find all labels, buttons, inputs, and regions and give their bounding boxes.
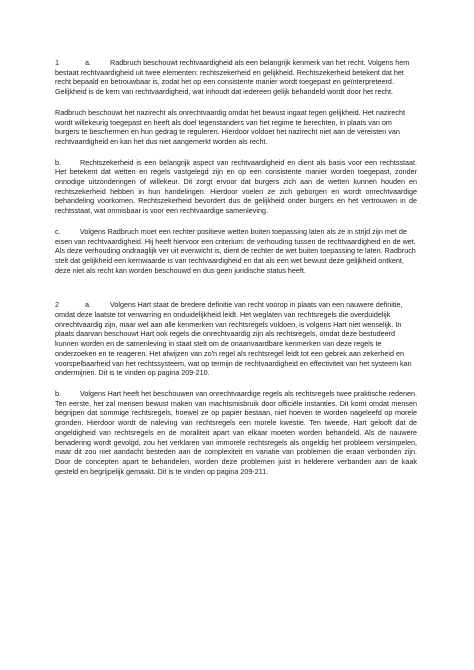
section-number: 1 bbox=[55, 58, 59, 67]
paragraph-text: Rechtszekerheid is een belangrijk aspect van rechtvaardigheid en dient als basis voor een rechtsstaat. Het betekent dat wetten en regels vastgelegd zijn en op een consistente manier worden toegepast, zonder onnodige uitzonderingen of willekeur. Dit zorgt ervoor dat burgers zich aan de wetten kunnen houden en rechtszekerheid hebben in hun handelingen. Hierdoor voelen ze zich geborgen en wordt onrechtvaardige behandeling voorkomen. Rechtszekerheid bevordert dus de gelijkheid onder burgers en het vertrouwen in de rechtsstaat, wat onmisbaar is voor een rechtvaardige samenleving. bbox=[55, 157, 417, 216]
paragraph-label: a. bbox=[85, 300, 91, 310]
paragraph-label: b. bbox=[55, 157, 61, 167]
paragraph-text: Radbruch beschouwt rechtvaardigheid als een belangrijk kenmerk van het recht. Volgens hem bestaat rechtvaardigheid uit twee elementen: rechtszekerheid en gelijkheid. Rechtszekerheid betekent dat het recht bepaald en betrouwbaar is, zodat het op een consistente manier wordt toegepast en geïnterpreteerd. Gelijkheid is de kern van rechtvaardigheid, wat inhoudt dat iedereen gelijk behandeld wordt door het recht. bbox=[55, 58, 410, 97]
section-1-paragraph-a bbox=[55, 58, 417, 97]
paragraph-text: Volgens Hart heeft het beschouwen van onrechtvaardige regels als rechtsregels twee praktische redenen. Ten eerste, het zal mensen bewust maken van machtsmisbruik door officiële instanties. Dit komt omdat mensen begrijpen dat sommige rechtsregels, hoewel ze op papier bestaan, niet hoeven te worden nageleefd op morele gronden. Hierdoor wordt de naleving van rechtsregels een morele kwestie. Ten tweede, Hart gelooft dat de ongeldigheid van rechtsregels en de moraliteit apart van elkaar moeten worden behandeld. Als de nauwere benadering wordt gevolgd, zou het verklaren van immorele rechtsregels als ongeldig het probleem versimpelen, maar dit zou niet aandacht besteden aan de complexiteit en variatie van problemen die eraan verbonden zijn. Door de concepten apart te behandelen, worden deze problemen juist in helderere verbanden aan de kaak gesteld en begrijpelijk gemaakt. Dit is te vinden op pagina 209-211. bbox=[55, 388, 417, 476]
paragraph-label: c. bbox=[55, 226, 61, 236]
section-1-paragraph-nazirecht bbox=[55, 108, 417, 147]
paragraph-text: Volgens Radbruch moet een rechter positieve wetten buiten toepassing laten als ze in strijd zijn met de eisen van rechtvaardigheid. Hij heeft hiervoor een criterium: de verhouding tussen de rechtvaardigheid en de wet. Als deze verhouding ondraaglijk ver uit evenwicht is, dient de rechter de wet buiten toepassing te laten. Radbruch stelt dat gelijkheid een kernwaarde is van rechtvaardigheid en dat als een wet bewust deze gelijkheid ontkent, deze niet als recht kan worden beschouwd en dus geen juridische status heeft. bbox=[55, 226, 416, 275]
section-number: 2 bbox=[55, 300, 59, 310]
paragraph-label: b. bbox=[55, 388, 61, 398]
paragraph-text: Volgens Hart staat de bredere definitie van recht voorop in plaats van een nauwere definitie, omdat deze laatste tot verwarring en onduidelijkheid leidt. Het weglaten van rechtsregels die overduidelijk onrechtvaardig zijn, maar wel aan alle kenmerken van rechtsregels voldoen, is volgens Hart niet wenselijk. In plaats daarvan beschouwt Hart ook regels die onrechtvaardig zijn als rechtsregels, omdat deze bestudeerd kunnen worden en de samenleving in staat stelt om de onaanvaardbare kenmerken van deze regels te onderzoeken en te reageren. Het afwijzen van zo'n regel als rechtsregel leidt tot een gebrek aan zekerheid en voorspelbaarheid van het rechtssysteem, wat op termijn de rechtvaardigheid en effectiviteit van het systeem kan ondermijnen. Dit is te vinden op pagina 209-210. bbox=[55, 300, 412, 378]
section-divider-space bbox=[55, 286, 417, 300]
paragraph-label: a. bbox=[85, 58, 91, 67]
section-2-paragraph-b bbox=[55, 389, 417, 476]
section-1-paragraph-c bbox=[55, 227, 417, 276]
document-page bbox=[55, 58, 417, 487]
paragraph-text: Radbruch beschouwt het nazirecht als onrechtvaardig omdat het bewust ingaat tegen gelijkheid. Het nazirecht wordt willekeurig toegepast en heeft als doel tegenstanders van het regime te berechten, in plaats van om burgers te beschermen en hun gedrag te reguleren. Hierdoor voldoet het nazirecht niet aan de vereisten van rechtvaardigheid en kan het dus niet aangemerkt worden als recht. bbox=[55, 107, 406, 146]
section-2-paragraph-a bbox=[55, 300, 417, 378]
section-1-paragraph-b bbox=[55, 158, 417, 216]
